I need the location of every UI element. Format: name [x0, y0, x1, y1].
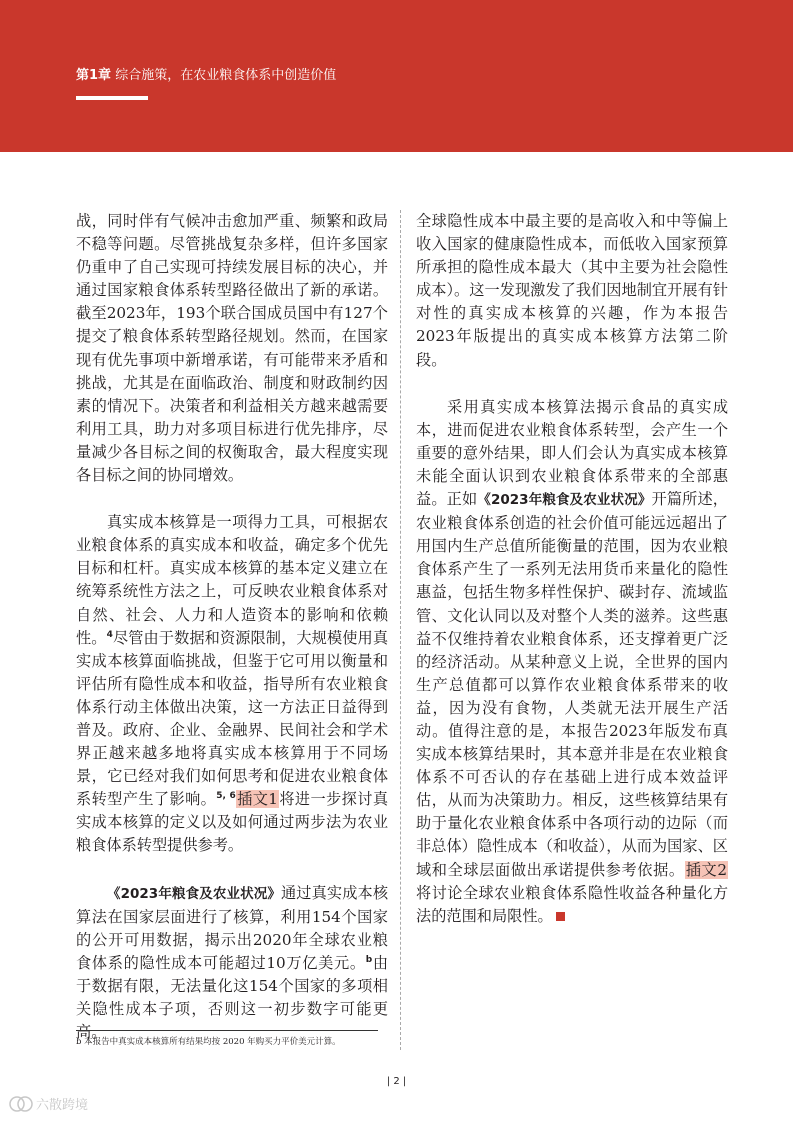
- page-number: | 2 |: [386, 1076, 407, 1087]
- watermark-text: 六散跨境: [36, 1098, 89, 1113]
- left-column: [76, 210, 388, 1044]
- footnote-b: b 本报告中真实成本核算所有结果均按 2020 年购买力平价美元计算。: [76, 1037, 341, 1047]
- text-run: 由于数据有限，无法量化这154个国家的多项相关隐性成本子项，否则这一初步数字可能更高。: [76, 953, 389, 1042]
- chapter-header-banner: [0, 0, 793, 152]
- chapter-label: 第1章: [76, 68, 112, 83]
- right-paragraph-1: 全球隐性成本中最主要的是高收入和中等偏上收入国家的健康隐性成本，而低收入国家预算所承担的隐性成本最大（其中主要为社会隐性成本）。这一发现激发了我们因地制宜开展有针对性的真实成本核算的兴趣，作为本报告2023年版提出的真实成本核算方法第二阶段。: [416, 212, 728, 369]
- column-divider: [400, 210, 401, 1050]
- text-run: 将讨论全球农业粮食体系隐性收益各种量化方法的范围和局限性。: [416, 883, 728, 925]
- footnote-ref[interactable]: b: [365, 954, 373, 965]
- text-run: 尽管由于数据和资源限制，大规模使用真实成本核算面临挑战，但鉴于它可用以衡量和评估所有隐性成本和收益，指导所有农业粮食体系行动主体做出决策，这一方法正日益得到普及。政府、企业、金融界、民间社会和学术界正越来越多地将真实成本核算用于不同场景，它已经对我们如何思考和促进农业粮食体系转型产生了影响。: [76, 628, 389, 809]
- left-paragraph-2: [76, 511, 388, 857]
- chapter-title: [76, 64, 336, 83]
- watermark-logo: [8, 1093, 118, 1115]
- footnote-rule: [76, 1030, 378, 1031]
- chapter-underline: [76, 96, 148, 100]
- text-run: 采用真实成本核算法揭示食品的真实成本，进而促进农业粮食体系转型，会产生一个重要的意外结果，即人们会认为真实成本核算未能全面认识到农业粮食体系带来的全部惠益。正如: [416, 397, 728, 509]
- text-run: 将进一步探讨真实成本核算的定义以及如何通过两步法为农业粮食体系转型提供参考。: [76, 790, 389, 855]
- box-2-link[interactable]: 插文2: [685, 860, 727, 879]
- right-column: [416, 210, 728, 928]
- left-paragraph-1: 战，同时伴有气候冲击愈加严重、频繁和政局不稳等问题。尽管挑战复杂多样，但许多国家仍重申了自己实现可持续发展目标的决心，并通过国家粮食体系转型路径做出了新的承诺。截至2023年，193个联合国成员国中有127个提交了粮食体系转型路径规划。然而，在国家现有优先事项中新增承诺，有可能带来矛盾和挑战，尤其是在面临政治、制度和财政制约因素的情况下。决策者和利益相关方越来越需要利用工具，助力对多项目标进行优先排序，尽量减少各目标之间的权衡取舍，最大程度实现各目标之间的协同增效。: [76, 212, 388, 485]
- text-run: 开篇所述，农业粮食体系创造的社会价值可能远远超出了用国内生产总值所能衡量的范围，因为农业粮食体系产生了一系列无法用货币来量化的隐性惠益，包括生物多样性保护、碳封存、流域监管、文化认同以及对整个人类的滋养。这些惠益不仅维持着农业粮食体系，还支撑着更广泛的经济活动。从某种意义上说，全世界的国内生产总值都可以算作农业粮食体系带来的收益，因为没有食物，人类就无法开展生产活动。值得注意的是，本报告2023年版发布真实成本核算结果时，其本意并非是在农业粮食体系不可否认的存在基础上进行成本效益评估，从而为决策助力。相反，这些核算结果有助于量化农业粮食体系中各项行动的边际（而非总体）隐性成本（和收益），从而为国家、区域和全球层面做出承诺提供参考依据。: [416, 490, 728, 879]
- end-of-section-icon: [556, 912, 565, 921]
- report-title-ref: 《2023年粮食及农业状况》: [477, 492, 652, 509]
- text-run: 真实成本核算是一项得力工具，可根据农业粮食体系的真实成本和收益，确定多个优先目标和杠杆。真实成本核算的基本定义建立在统筹系统性方法之上，可反映农业粮食体系对自然、社会、人力和人造资本的影响和依赖性。: [76, 513, 388, 647]
- report-title-ref: 《2023年粮食及农业状况》: [107, 885, 281, 902]
- right-paragraph-2: [416, 396, 728, 928]
- footnote-ref[interactable]: 4: [106, 629, 113, 640]
- footnote-ref[interactable]: 5, 6: [216, 791, 236, 802]
- text-run: 通过真实成本核算法在国家层面进行了核算，利用154个国家的公开可用数据，揭示出2020年全球农业粮食体系的隐性成本可能超过10万亿美元。: [76, 883, 389, 972]
- left-paragraph-3: [76, 882, 388, 1045]
- box-1-link[interactable]: 插文1: [236, 790, 278, 809]
- chapter-name: 综合施策，在农业粮食体系中创造价值: [115, 68, 337, 83]
